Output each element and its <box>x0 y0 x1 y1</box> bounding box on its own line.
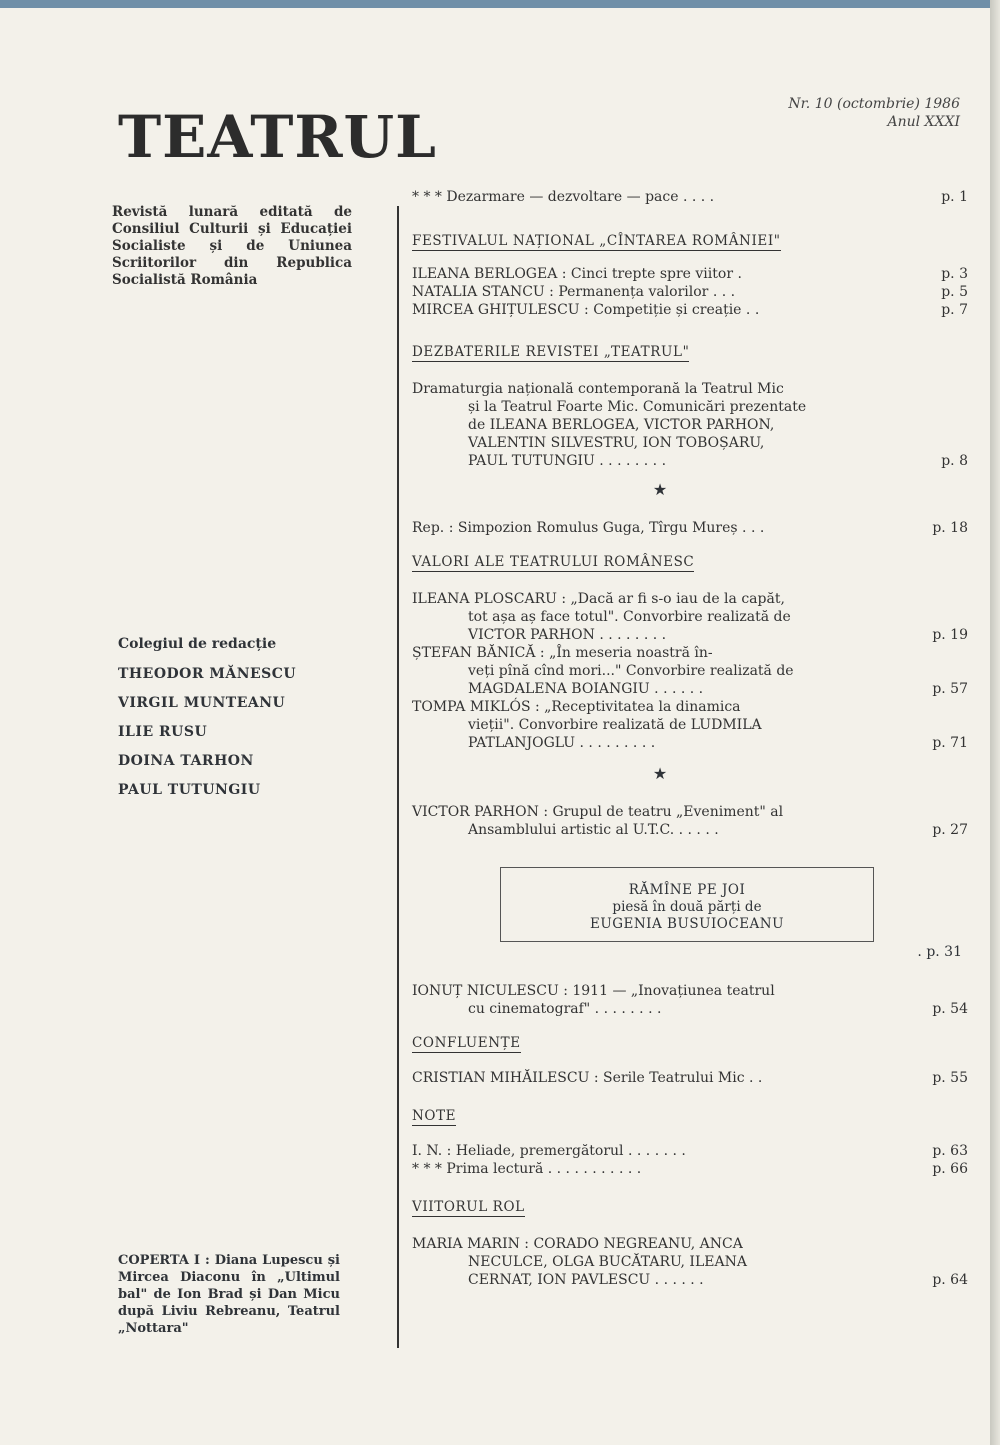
section-heading: CONFLUENȚE <box>412 1035 521 1051</box>
toc-entry <box>412 1235 968 1289</box>
toc-entry-line: VICTOR PARHON : Grupul de teatru „Eveniment" al <box>412 804 784 820</box>
cover-note: COPERTA I : Diana Lupescu și Mircea Diaconu în „Ultimul bal" de Ion Brad și Dan Micu după Liviu Rebreanu, Teatrul „Nottara" <box>118 1253 340 1336</box>
toc-entry-line: TOMPA MIKLÓS : „Receptivitatea la dinamica <box>412 699 741 715</box>
column-divider <box>397 206 399 1348</box>
toc-page-number: p. 3 <box>941 266 968 282</box>
toc-page-number: p. 55 <box>932 1070 968 1086</box>
play-author: EUGENIA BUSUIOCEANU <box>589 916 784 932</box>
play-title: RĂMÎNE PE JOI <box>628 882 746 898</box>
toc-entry-line: cu cinematograf" . . . . . . . . <box>468 1001 662 1017</box>
toc-entry <box>412 519 968 537</box>
toc-entry-line: veți pînă cînd mori..." Convorbire realizată de <box>468 663 794 679</box>
toc-page-number: p. 7 <box>941 302 968 318</box>
toc-entry <box>412 590 968 644</box>
table-of-contents <box>412 188 968 1289</box>
toc-entry-line: NECULCE, OLGA BUCĂTARU, ILEANA <box>468 1254 747 1270</box>
toc-entry-line: ȘTEFAN BĂNICĂ : „În meseria noastră în- <box>412 645 713 661</box>
toc-entry-line: NATALIA STANCU : Permanența valorilor . . . <box>412 284 736 300</box>
toc-entry <box>412 1069 968 1087</box>
star-separator: ★ <box>652 480 668 499</box>
toc-page-number: p. 71 <box>932 735 968 751</box>
toc-entry-line: tot așa aș face totul". Convorbire realizată de <box>468 609 791 625</box>
toc-page-number: p. 64 <box>932 1272 968 1288</box>
toc-entry <box>412 1160 968 1178</box>
star-separator: ★ <box>652 764 668 783</box>
toc-entry-line: Rep. : Simpozion Romulus Guga, Tîrgu Mureș . . . <box>412 520 765 536</box>
editor-name: DOINA TARHON <box>118 753 254 769</box>
toc-page-number: p. 8 <box>941 453 968 469</box>
toc-entry-line: ILEANA BERLOGEA : Cinci trepte spre viitor . <box>412 266 742 282</box>
publication-description: Revistă lunară editată de Consiliul Culturii și Educației Socialiste și de Uniunea Scriitorilor din Republica Socialistă România <box>112 204 352 288</box>
toc-page-number: p. 57 <box>932 681 968 697</box>
editorial-board-title: Colegiul de redacție <box>118 636 277 652</box>
toc-entry-line: Ansamblului artistic al U.T.C. . . . . . <box>468 822 719 838</box>
toc-entry-line: VICTOR PARHON . . . . . . . . <box>468 627 667 643</box>
issue-year: Anul XXXI <box>887 114 960 130</box>
toc-entry <box>412 301 968 319</box>
toc-entry-line: PATLANJOGLU . . . . . . . . . <box>468 735 656 751</box>
toc-entry-line: CRISTIAN MIHĂILESCU : Serile Teatrului Mic . . <box>412 1070 763 1086</box>
toc-entry-line: de ILEANA BERLOGEA, VICTOR PARHON, <box>468 417 775 433</box>
toc-page-number: . p. 31 <box>917 944 962 960</box>
toc-entry-line: și la Teatrul Foarte Mic. Comunicări prezentate <box>468 399 807 415</box>
toc-entry <box>412 1142 968 1160</box>
toc-entry-line: Dramaturgia națională contemporană la Teatrul Mic <box>412 381 784 397</box>
editor-name: VIRGIL MUNTEANU <box>118 695 286 711</box>
featured-play-box <box>500 867 874 942</box>
toc-page-number: p. 1 <box>941 189 968 205</box>
toc-entry <box>412 265 968 283</box>
issue-number: Nr. 10 (octombrie) 1986 <box>788 96 960 112</box>
editor-name: THEODOR MĂNESCU <box>118 666 297 682</box>
toc-entry-line: * * * Dezarmare — dezvoltare — pace . . . . <box>412 189 715 205</box>
toc-entry <box>412 188 968 206</box>
toc-entry-line: * * * Prima lectură . . . . . . . . . . . <box>412 1161 642 1177</box>
section-heading: DEZBATERILE REVISTEI „TEATRUL" <box>412 344 690 360</box>
section-heading: NOTE <box>412 1108 457 1124</box>
toc-entry-line: MAGDALENA BOIANGIU . . . . . . <box>468 681 704 697</box>
toc-entry-line: MIRCEA GHIȚULESCU : Competiție și creație . . <box>412 302 760 318</box>
page-binding-edge <box>990 0 1000 1445</box>
featured-play <box>412 867 968 960</box>
toc-entry <box>412 803 968 839</box>
section-heading: VIITORUL ROL <box>412 1199 525 1215</box>
toc-entry-line: I. N. : Heliade, premergătorul . . . . . . . <box>412 1143 686 1159</box>
play-subtitle: piesă în două părți de <box>612 899 762 915</box>
toc-entry <box>412 982 968 1018</box>
toc-page-number: p. 19 <box>932 627 968 643</box>
toc-entry <box>412 644 968 698</box>
toc-page-number: p. 66 <box>932 1161 968 1177</box>
issue-info <box>700 95 960 131</box>
toc-entry-line: IONUȚ NICULESCU : 1911 — „Inovațiunea teatrul <box>412 983 775 999</box>
toc-entry-line: PAUL TUTUNGIU . . . . . . . . <box>468 453 667 469</box>
editorial-board <box>118 636 348 811</box>
section-heading: VALORI ALE TEATRULUI ROMÂNESC <box>412 554 695 570</box>
toc-page-number: p. 5 <box>941 284 968 300</box>
toc-entry-line: MARIA MARIN : CORADO NEGREANU, ANCA <box>412 1236 743 1252</box>
toc-page-number: p. 27 <box>932 822 968 838</box>
toc-entry <box>412 283 968 301</box>
editor-name: ILIE RUSU <box>118 724 208 740</box>
toc-page-number: p. 54 <box>932 1001 968 1017</box>
toc-page-number: p. 18 <box>932 520 968 536</box>
section-heading: FESTIVALUL NAȚIONAL „CÎNTAREA ROMÂNIEI" <box>412 233 781 249</box>
masthead-logo: TEATRUL <box>118 103 437 171</box>
toc-entry-line: CERNAT, ION PAVLESCU . . . . . . <box>468 1272 704 1288</box>
toc-entry-line: vieții". Convorbire realizată de LUDMILA <box>468 717 762 733</box>
toc-entry-line: VALENTIN SILVESTRU, ION TOBOȘARU, <box>468 435 765 451</box>
toc-entry-line: ILEANA PLOSCARU : „Dacă ar fi s-o iau de la capăt, <box>412 591 785 607</box>
editor-name: PAUL TUTUNGIU <box>118 782 261 798</box>
toc-page-number: p. 63 <box>932 1143 968 1159</box>
toc-entry <box>412 698 968 752</box>
toc-entry <box>412 380 968 470</box>
